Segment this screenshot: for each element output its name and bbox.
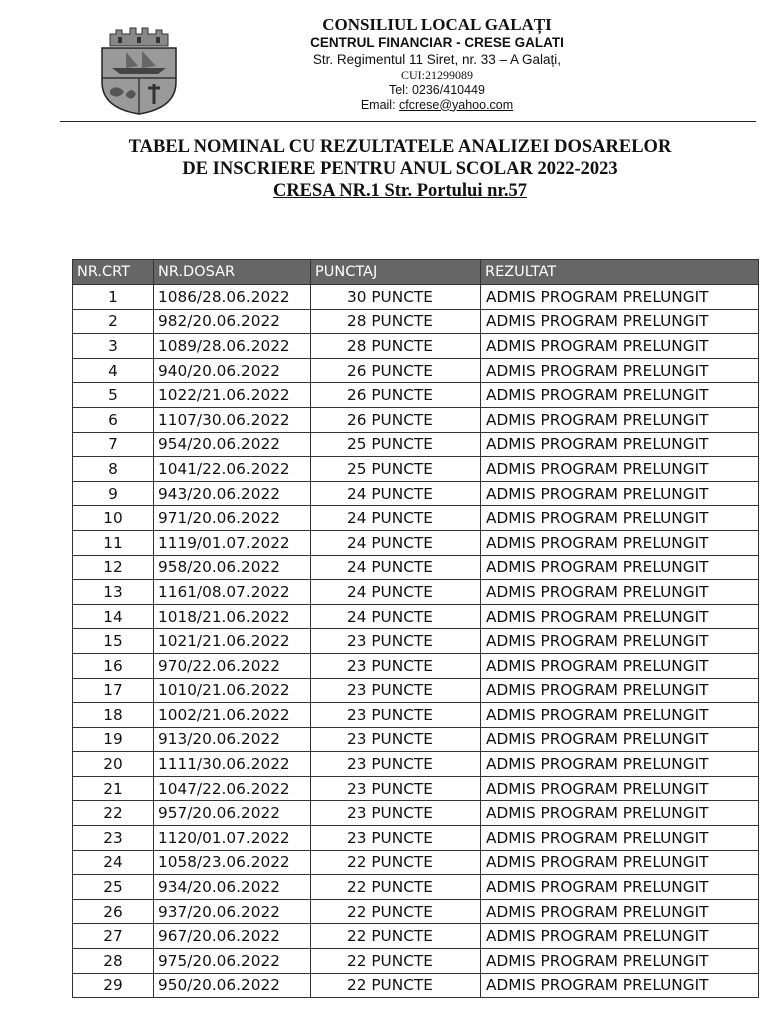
cell-punctaj: 26 PUNCTE — [311, 407, 481, 432]
organization-name: CONSILIUL LOCAL GALAȚI — [322, 15, 552, 34]
cell-nr-crt: 24 — [73, 850, 154, 875]
table-row — [73, 826, 759, 851]
cell-rezultat: ADMIS PROGRAM PRELUNGIT — [481, 358, 759, 383]
cell-nr-crt: 11 — [73, 530, 154, 555]
cell-punctaj: 23 PUNCTE — [311, 826, 481, 851]
cell-punctaj: 28 PUNCTE — [311, 334, 481, 359]
header-rezultat: REZULTAT — [481, 260, 759, 285]
table-row — [73, 580, 759, 605]
cell-punctaj: 22 PUNCTE — [311, 949, 481, 974]
cell-punctaj: 24 PUNCTE — [311, 555, 481, 580]
cell-punctaj: 25 PUNCTE — [311, 432, 481, 457]
table-body — [73, 285, 759, 998]
cell-nr-crt: 7 — [73, 432, 154, 457]
cell-rezultat: ADMIS PROGRAM PRELUNGIT — [481, 407, 759, 432]
table-row — [73, 506, 759, 531]
table-header-row — [73, 260, 759, 285]
cell-nr-dosar: 937/20.06.2022 — [154, 899, 311, 924]
header-divider — [60, 121, 756, 122]
cell-nr-dosar: 943/20.06.2022 — [154, 481, 311, 506]
cell-nr-dosar: 967/20.06.2022 — [154, 924, 311, 949]
cell-punctaj: 24 PUNCTE — [311, 604, 481, 629]
cell-nr-dosar: 954/20.06.2022 — [154, 432, 311, 457]
table-row — [73, 776, 759, 801]
cell-rezultat: ADMIS PROGRAM PRELUNGIT — [481, 580, 759, 605]
cell-nr-dosar: 1010/21.06.2022 — [154, 678, 311, 703]
cell-nr-crt: 20 — [73, 752, 154, 777]
table-row — [73, 875, 759, 900]
cell-punctaj: 22 PUNCTE — [311, 924, 481, 949]
cell-rezultat: ADMIS PROGRAM PRELUNGIT — [481, 703, 759, 728]
cell-nr-dosar: 982/20.06.2022 — [154, 309, 311, 334]
table-row — [73, 629, 759, 654]
cell-nr-dosar: 1120/01.07.2022 — [154, 826, 311, 851]
table-row — [73, 457, 759, 482]
cell-rezultat: ADMIS PROGRAM PRELUNGIT — [481, 555, 759, 580]
cell-nr-crt: 9 — [73, 481, 154, 506]
title-line-2: DE INSCRIERE PENTRU ANUL SCOLAR 2022-2023 — [182, 159, 618, 179]
cell-punctaj: 23 PUNCTE — [311, 653, 481, 678]
title-line-3: CRESA NR.1 Str. Portului nr.57 — [272, 181, 528, 201]
cell-punctaj: 24 PUNCTE — [311, 530, 481, 555]
table-row — [73, 555, 759, 580]
cell-rezultat: ADMIS PROGRAM PRELUNGIT — [481, 776, 759, 801]
cell-rezultat: ADMIS PROGRAM PRELUNGIT — [481, 629, 759, 654]
header-nr-dosar: NR.DOSAR — [154, 260, 311, 285]
cell-nr-dosar: 1107/30.06.2022 — [154, 407, 311, 432]
cell-rezultat: ADMIS PROGRAM PRELUNGIT — [481, 309, 759, 334]
letterhead — [272, 16, 602, 113]
cell-rezultat: ADMIS PROGRAM PRELUNGIT — [481, 875, 759, 900]
cell-nr-crt: 15 — [73, 629, 154, 654]
cell-nr-dosar: 975/20.06.2022 — [154, 949, 311, 974]
cell-nr-crt: 8 — [73, 457, 154, 482]
table-row — [73, 604, 759, 629]
cell-nr-dosar: 913/20.06.2022 — [154, 727, 311, 752]
cell-nr-crt: 14 — [73, 604, 154, 629]
address: Str. Regimentul 11 Siret, nr. 33 – A Galați, — [312, 51, 562, 67]
cell-rezultat: ADMIS PROGRAM PRELUNGIT — [481, 530, 759, 555]
table-row — [73, 703, 759, 728]
cell-nr-crt: 29 — [73, 973, 154, 998]
table-row — [73, 285, 759, 310]
email-label: Email: — [360, 97, 400, 112]
cell-nr-crt: 6 — [73, 407, 154, 432]
cell-nr-crt: 2 — [73, 309, 154, 334]
telephone: Tel: 0236/410449 — [389, 83, 485, 97]
cell-nr-crt: 17 — [73, 678, 154, 703]
table-row — [73, 727, 759, 752]
cell-nr-crt: 1 — [73, 285, 154, 310]
table-row — [73, 481, 759, 506]
cell-rezultat: ADMIS PROGRAM PRELUNGIT — [481, 899, 759, 924]
cell-rezultat: ADMIS PROGRAM PRELUNGIT — [481, 334, 759, 359]
table-row — [73, 334, 759, 359]
cell-nr-dosar: 1058/23.06.2022 — [154, 850, 311, 875]
cell-rezultat: ADMIS PROGRAM PRELUNGIT — [481, 653, 759, 678]
table-row — [73, 801, 759, 826]
cell-rezultat: ADMIS PROGRAM PRELUNGIT — [481, 383, 759, 408]
cell-nr-dosar: 1018/21.06.2022 — [154, 604, 311, 629]
email-link[interactable]: cfcrese@yahoo.com — [399, 97, 514, 112]
financial-center-name: CENTRUL FINANCIAR - CRESE GALATI — [310, 35, 564, 50]
document-title — [40, 136, 760, 202]
cell-rezultat: ADMIS PROGRAM PRELUNGIT — [481, 826, 759, 851]
cell-nr-crt: 16 — [73, 653, 154, 678]
cell-punctaj: 24 PUNCTE — [311, 506, 481, 531]
cell-nr-crt: 27 — [73, 924, 154, 949]
cell-nr-dosar: 958/20.06.2022 — [154, 555, 311, 580]
cell-punctaj: 25 PUNCTE — [311, 457, 481, 482]
cell-nr-crt: 5 — [73, 383, 154, 408]
cell-punctaj: 22 PUNCTE — [311, 899, 481, 924]
header-punctaj: PUNCTAJ — [311, 260, 481, 285]
table-row — [73, 358, 759, 383]
table-row — [73, 924, 759, 949]
cell-nr-crt: 26 — [73, 899, 154, 924]
cell-nr-dosar: 950/20.06.2022 — [154, 973, 311, 998]
cell-punctaj: 23 PUNCTE — [311, 629, 481, 654]
cell-nr-dosar: 1041/22.06.2022 — [154, 457, 311, 482]
coat-of-arms-logo — [96, 24, 182, 116]
cell-punctaj: 26 PUNCTE — [311, 383, 481, 408]
table-row — [73, 407, 759, 432]
email-line — [272, 99, 602, 112]
cell-rezultat: ADMIS PROGRAM PRELUNGIT — [481, 850, 759, 875]
cell-nr-dosar: 934/20.06.2022 — [154, 875, 311, 900]
cell-punctaj: 22 PUNCTE — [311, 973, 481, 998]
cell-punctaj: 23 PUNCTE — [311, 727, 481, 752]
cell-nr-dosar: 1119/01.07.2022 — [154, 530, 311, 555]
cell-nr-dosar: 1161/08.07.2022 — [154, 580, 311, 605]
cell-nr-dosar: 971/20.06.2022 — [154, 506, 311, 531]
cell-rezultat: ADMIS PROGRAM PRELUNGIT — [481, 727, 759, 752]
cell-nr-crt: 21 — [73, 776, 154, 801]
cell-nr-dosar: 1047/22.06.2022 — [154, 776, 311, 801]
cell-rezultat: ADMIS PROGRAM PRELUNGIT — [481, 481, 759, 506]
cell-nr-crt: 13 — [73, 580, 154, 605]
table-row — [73, 432, 759, 457]
table-row — [73, 973, 759, 998]
table-row — [73, 653, 759, 678]
cell-rezultat: ADMIS PROGRAM PRELUNGIT — [481, 973, 759, 998]
results-table — [72, 259, 759, 998]
cell-punctaj: 24 PUNCTE — [311, 481, 481, 506]
cell-nr-crt: 23 — [73, 826, 154, 851]
cell-nr-crt: 4 — [73, 358, 154, 383]
cell-nr-dosar: 957/20.06.2022 — [154, 801, 311, 826]
cell-nr-dosar: 1111/30.06.2022 — [154, 752, 311, 777]
cell-nr-dosar: 1022/21.06.2022 — [154, 383, 311, 408]
table-row — [73, 530, 759, 555]
cell-nr-crt: 19 — [73, 727, 154, 752]
table-row — [73, 309, 759, 334]
cell-punctaj: 30 PUNCTE — [311, 285, 481, 310]
cell-punctaj: 22 PUNCTE — [311, 850, 481, 875]
cell-nr-crt: 22 — [73, 801, 154, 826]
cell-rezultat: ADMIS PROGRAM PRELUNGIT — [481, 506, 759, 531]
cell-rezultat: ADMIS PROGRAM PRELUNGIT — [481, 752, 759, 777]
cell-punctaj: 28 PUNCTE — [311, 309, 481, 334]
cell-punctaj: 22 PUNCTE — [311, 875, 481, 900]
table-row — [73, 899, 759, 924]
cell-nr-crt: 3 — [73, 334, 154, 359]
table-row — [73, 949, 759, 974]
cell-nr-crt: 12 — [73, 555, 154, 580]
table-row — [73, 383, 759, 408]
cell-punctaj: 23 PUNCTE — [311, 678, 481, 703]
cell-nr-dosar: 1002/21.06.2022 — [154, 703, 311, 728]
cell-rezultat: ADMIS PROGRAM PRELUNGIT — [481, 457, 759, 482]
cell-nr-crt: 28 — [73, 949, 154, 974]
title-line-1: TABEL NOMINAL CU REZULTATELE ANALIZEI DOSARELOR — [128, 137, 672, 157]
cell-rezultat: ADMIS PROGRAM PRELUNGIT — [481, 432, 759, 457]
cell-rezultat: ADMIS PROGRAM PRELUNGIT — [481, 924, 759, 949]
cell-nr-dosar: 1021/21.06.2022 — [154, 629, 311, 654]
cell-nr-dosar: 970/22.06.2022 — [154, 653, 311, 678]
cell-nr-crt: 25 — [73, 875, 154, 900]
cell-punctaj: 24 PUNCTE — [311, 580, 481, 605]
table-row — [73, 678, 759, 703]
cell-punctaj: 23 PUNCTE — [311, 776, 481, 801]
cell-punctaj: 26 PUNCTE — [311, 358, 481, 383]
cell-punctaj: 23 PUNCTE — [311, 752, 481, 777]
table-row — [73, 850, 759, 875]
cell-nr-dosar: 1089/28.06.2022 — [154, 334, 311, 359]
cell-rezultat: ADMIS PROGRAM PRELUNGIT — [481, 285, 759, 310]
cell-nr-dosar: 940/20.06.2022 — [154, 358, 311, 383]
cell-punctaj: 23 PUNCTE — [311, 801, 481, 826]
cell-rezultat: ADMIS PROGRAM PRELUNGIT — [481, 604, 759, 629]
table-row — [73, 752, 759, 777]
cell-punctaj: 23 PUNCTE — [311, 703, 481, 728]
header-nr-crt: NR.CRT — [73, 260, 154, 285]
cell-rezultat: ADMIS PROGRAM PRELUNGIT — [481, 949, 759, 974]
cell-nr-dosar: 1086/28.06.2022 — [154, 285, 311, 310]
cell-rezultat: ADMIS PROGRAM PRELUNGIT — [481, 678, 759, 703]
cui-number: CUI:21299089 — [401, 68, 473, 82]
cell-nr-crt: 10 — [73, 506, 154, 531]
cell-rezultat: ADMIS PROGRAM PRELUNGIT — [481, 801, 759, 826]
cell-nr-crt: 18 — [73, 703, 154, 728]
